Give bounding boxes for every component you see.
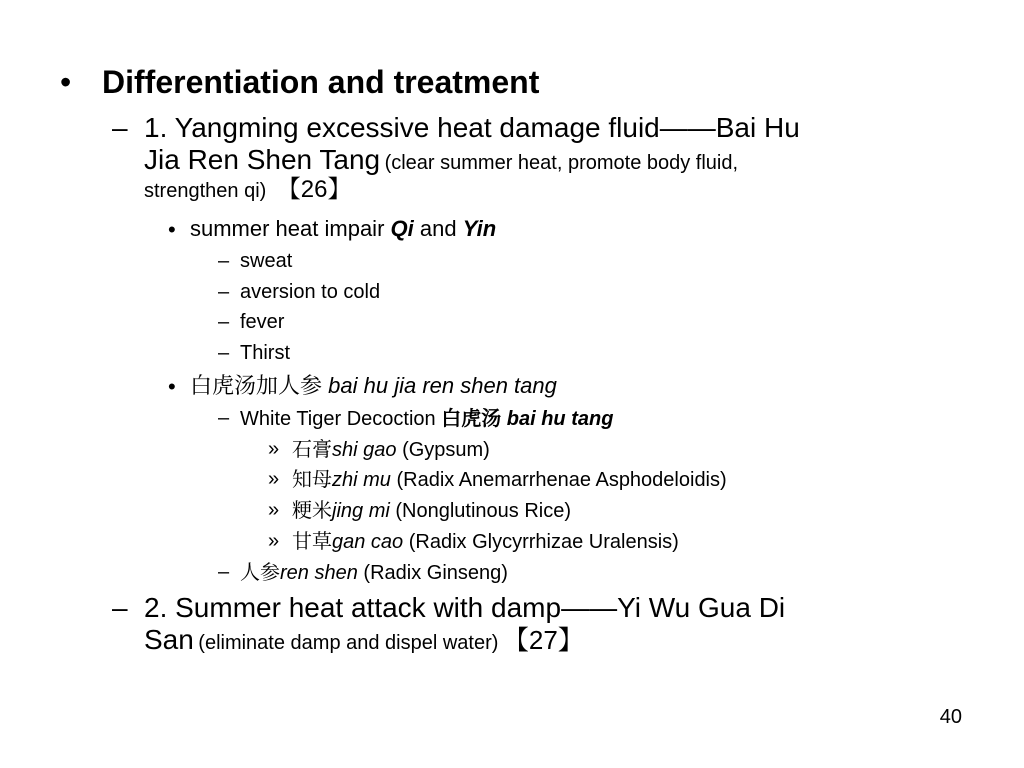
herb-chinese: 甘草	[292, 529, 332, 553]
section2-function-text: (eliminate damp and dispel water)	[198, 632, 499, 654]
decoction-text	[240, 407, 613, 431]
section1-line2	[144, 144, 738, 176]
extra-chinese: 人参	[240, 560, 280, 584]
bullet1-yin: Yin	[462, 216, 497, 241]
herb-marker: »	[268, 499, 280, 521]
symptom-item: aversion to cold	[240, 281, 381, 303]
decoction-dash: –	[218, 407, 230, 429]
bullet2-pinyin: bai hu jia ren shen tang	[328, 373, 557, 398]
herb-chinese: 粳米	[292, 498, 332, 522]
section1-function-text-cont: strengthen qi)	[144, 180, 267, 202]
herb-marker: »	[268, 530, 280, 552]
bullet1-qi: Qi	[390, 216, 414, 241]
herb-latin: (Nonglutinous Rice)	[395, 500, 571, 522]
bullet2-chinese: 白虎汤加人参	[190, 374, 323, 399]
page-number: 40	[939, 706, 962, 728]
extra-dash: –	[218, 561, 230, 583]
symptom-dash: –	[218, 342, 230, 364]
herb-item	[292, 499, 571, 523]
section1-dash: –	[112, 112, 128, 143]
section2-line1: 2. Summer heat attack with damp——Yi Wu Gua Di	[144, 592, 786, 623]
bullet2-text	[190, 373, 557, 399]
section2-dash: –	[112, 592, 128, 623]
symptom-item: sweat	[240, 250, 293, 272]
herb-latin: (Gypsum)	[402, 439, 490, 461]
bullet1-pre: summer heat impair	[190, 216, 385, 241]
title-bullet: •	[60, 64, 72, 100]
symptom-dash: –	[218, 281, 230, 303]
bullet1-and: and	[419, 216, 457, 241]
herb-item	[292, 468, 727, 492]
extra-latin: (Radix Ginseng)	[363, 562, 508, 584]
herb-chinese: 知母	[292, 467, 332, 491]
symptom-item: fever	[240, 311, 285, 333]
herb-pinyin: jing mi	[332, 500, 390, 522]
section1-function-text: (clear summer heat, promote body fluid,	[384, 152, 739, 174]
bullet2-marker: •	[168, 374, 176, 399]
symptom-dash: –	[218, 311, 230, 333]
bullet1-marker: •	[168, 217, 176, 242]
section1-reference: 【26】	[276, 176, 352, 203]
symptom-item: Thirst	[240, 342, 290, 364]
section1-line1: 1. Yangming excessive heat damage fluid——Bai Hu	[144, 112, 800, 143]
herb-pinyin: shi gao	[332, 439, 397, 461]
section2-formula-name: San	[144, 624, 194, 655]
decoction-chinese: 白虎汤	[441, 406, 502, 430]
herb-marker: »	[268, 438, 280, 460]
section2-line2	[144, 624, 584, 656]
herb-pinyin: zhi mu	[332, 469, 391, 491]
herb-item	[292, 530, 679, 554]
herb-marker: »	[268, 468, 280, 490]
section2-reference: 【27】	[502, 625, 584, 655]
herb-item	[292, 438, 490, 462]
extra-item	[240, 561, 508, 585]
herb-pinyin: gan cao	[332, 531, 404, 553]
slide-heading: Differentiation and treatment	[102, 64, 540, 100]
herb-chinese: 石膏	[292, 437, 332, 461]
bullet1-text	[190, 216, 496, 241]
symptom-dash: –	[218, 250, 230, 272]
herb-latin: (Radix Anemarrhenae Asphodeloidis)	[396, 469, 727, 491]
section1-formula-name: Jia Ren Shen Tang	[144, 144, 381, 175]
herb-latin: (Radix Glycyrrhizae Uralensis)	[408, 531, 679, 553]
decoction-pre: White Tiger Decoction	[240, 408, 436, 430]
decoction-pinyin: bai hu tang	[506, 408, 614, 430]
section1-line3	[144, 176, 351, 204]
extra-pinyin: ren shen	[280, 562, 358, 584]
